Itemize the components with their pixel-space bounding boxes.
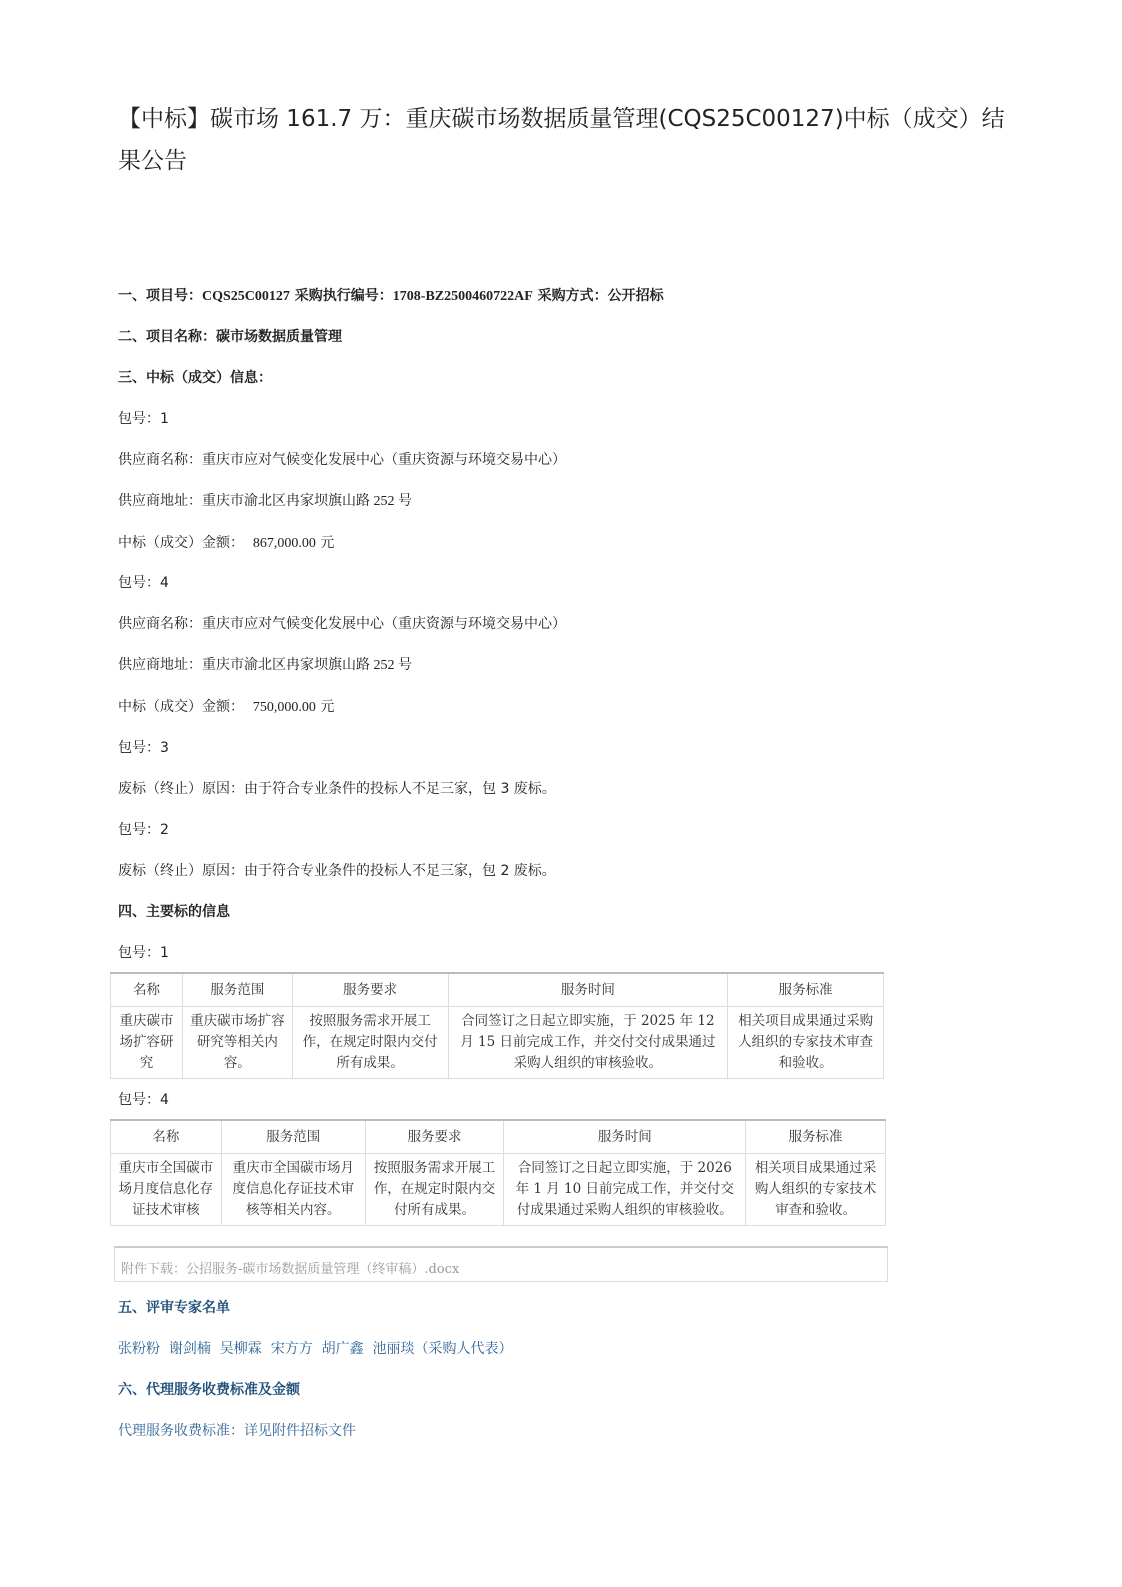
supplier-name: 供应商名称：重庆市应对气候变化发展中心（重庆资源与环境交易中心） (118, 616, 566, 632)
label: 采购执行编号： (289, 288, 393, 304)
label: 一、项目号： (118, 288, 202, 304)
label: 号 (398, 657, 412, 673)
table-cell: 合同签订之日起立即实施，于 2026 年 1 月 10 日前完成工作，并交付交付成果通过采购人组织的审核验收。 (504, 1154, 746, 1226)
column-header: 服务要求 (365, 1120, 504, 1154)
items-table-lot-4 (110, 1119, 886, 1226)
number: 252 (370, 494, 398, 509)
column-header: 服务标准 (746, 1120, 886, 1154)
label: 供应商地址：重庆市渝北区冉家坝旗山路 (118, 493, 370, 509)
column-header: 服务时间 (504, 1120, 746, 1154)
amount: 750,000.00 (252, 700, 316, 715)
label: 中标（成交）金额： (118, 535, 244, 551)
agency-fee-text: 代理服务收费标准：详见附件招标文件 (118, 1423, 356, 1439)
section-project-name: 二、项目名称：碳市场数据质量管理 (118, 329, 342, 345)
section-award-info: 三、中标（成交）信息： (118, 370, 272, 386)
table-cell: 按照服务需求开展工作，在规定时限内交付所有成果。 (365, 1154, 504, 1226)
section-experts: 五、评审专家名单 (118, 1300, 230, 1316)
column-header: 服务标准 (728, 973, 884, 1007)
column-header: 服务要求 (292, 973, 448, 1007)
label: 中标（成交）金额： (118, 699, 244, 715)
supplier-address (118, 490, 412, 510)
table-header-row (111, 1120, 886, 1154)
expert-list: 张粉粉 谢剑楠 吴柳霖 宋方方 胡广鑫 池丽琰（采购人代表） (118, 1341, 513, 1357)
lot-number: 包号：4 (118, 1092, 169, 1108)
table-cell: 重庆市全国碳市场月度信息化存证技术审核等相关内容。 (221, 1154, 365, 1226)
table-header-row (111, 973, 884, 1007)
table-cell: 相关项目成果通过采购人组织的专家技术审查和验收。 (746, 1154, 886, 1226)
lot-number: 包号：2 (118, 822, 169, 838)
column-header: 名称 (111, 973, 183, 1007)
supplier-name: 供应商名称：重庆市应对气候变化发展中心（重庆资源与环境交易中心） (118, 452, 566, 468)
table-cell: 重庆碳市场扩容研究 (111, 1007, 183, 1079)
award-amount (118, 696, 334, 716)
page-title: 【中标】碳市场 161.7 万：重庆碳市场数据质量管理(CQS25C00127)中标（成交）结果公告 (118, 106, 1005, 174)
section-main-items: 四、主要标的信息 (118, 904, 230, 920)
table-cell: 合同签订之日起立即实施，于 2025 年 12 月 15 日前完成工作，并交付交付成果通过采购人组织的审核验收。 (448, 1007, 728, 1079)
section-agency-fee: 六、代理服务收费标准及金额 (118, 1382, 300, 1398)
number: 252 (370, 658, 398, 673)
table-cell: 重庆碳市场扩容研究等相关内容。 (182, 1007, 292, 1079)
lot-number: 包号：1 (118, 411, 169, 427)
failure-reason: 废标（终止）原因：由于符合专业条件的投标人不足三家，包 3 废标。 (118, 781, 556, 797)
label: 供应商地址：重庆市渝北区冉家坝旗山路 (118, 657, 370, 673)
section-project-info (118, 285, 664, 305)
table-cell: 相关项目成果通过采购人组织的专家技术审查和验收。 (728, 1007, 884, 1079)
column-header: 名称 (111, 1120, 222, 1154)
award-amount (118, 532, 334, 552)
procurement-method: 公开招标 (607, 288, 664, 304)
amount: 867,000.00 (252, 536, 316, 551)
label: 采购方式： (532, 288, 608, 304)
label: 号 (398, 493, 412, 509)
lot-number: 包号：3 (118, 740, 169, 756)
column-header: 服务时间 (448, 973, 728, 1007)
project-number: CQS25C00127 (202, 289, 290, 304)
supplier-address (118, 654, 412, 674)
failure-reason: 废标（终止）原因：由于符合专业条件的投标人不足三家，包 2 废标。 (118, 863, 556, 879)
table-cell: 按照服务需求开展工作，在规定时限内交付所有成果。 (292, 1007, 448, 1079)
items-table-lot-1 (110, 972, 884, 1079)
lot-number: 包号：1 (118, 945, 169, 961)
table-cell: 重庆市全国碳市场月度信息化存证技术审核 (111, 1154, 222, 1226)
unit: 元 (320, 699, 335, 715)
lot-number: 包号：4 (118, 575, 169, 591)
unit: 元 (320, 535, 335, 551)
column-header: 服务范围 (221, 1120, 365, 1154)
table-row (111, 1007, 884, 1079)
table-row (111, 1154, 886, 1226)
exec-number: 1708-BZ2500460722AF (392, 289, 533, 304)
attachment-download-link[interactable]: 附件下载：公招服务-碳市场数据质量管理（终审稿）.docx (114, 1246, 888, 1282)
column-header: 服务范围 (182, 973, 292, 1007)
